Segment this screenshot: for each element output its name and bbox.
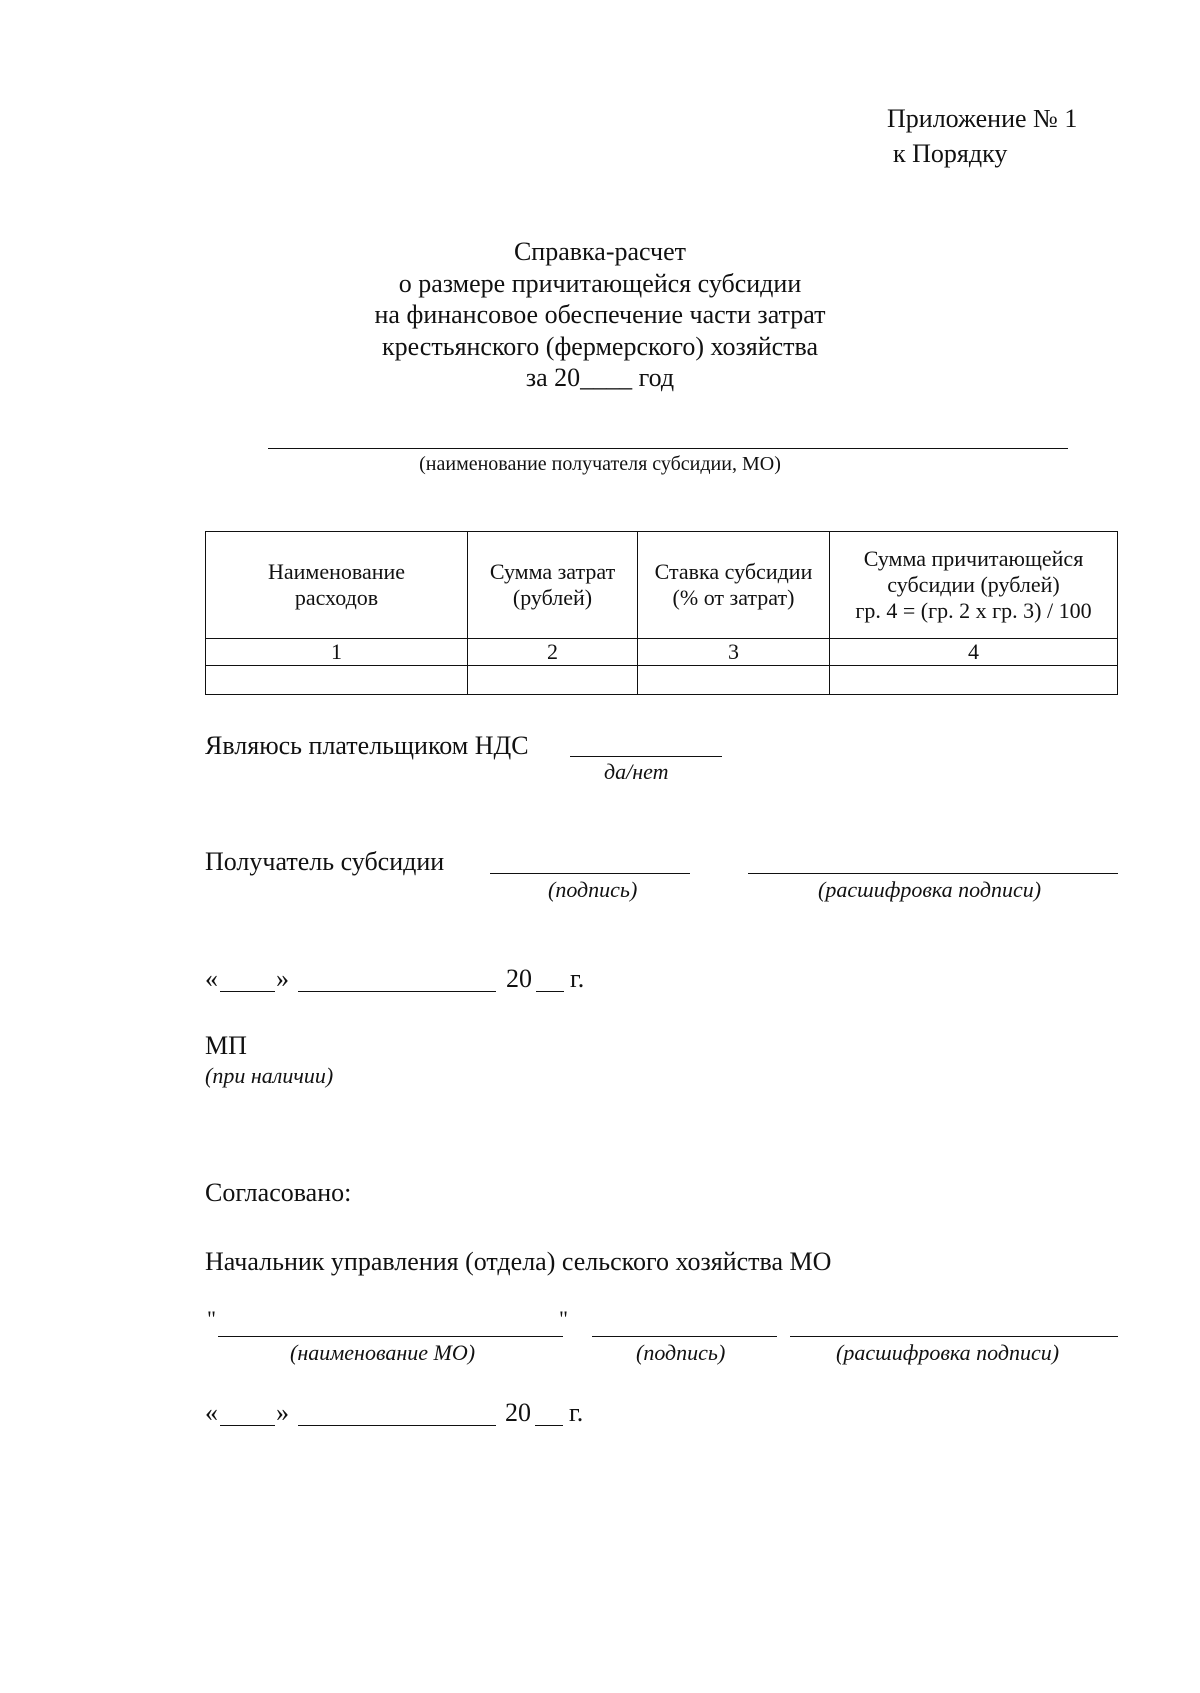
table-cell[interactable] xyxy=(206,666,468,695)
document-title xyxy=(300,236,900,394)
date2-year-suffix: г. xyxy=(569,1398,584,1427)
recipient-name-caption: (наименование получателя субсидии, МО) xyxy=(419,453,781,475)
date-open-quote: « xyxy=(205,964,218,993)
header-subsidy-sum: Сумма причитающейся субсидии (рублей) гр. 4 = (гр. 2 х гр. 3) / 100 xyxy=(830,532,1118,639)
agreed-quote-right: " xyxy=(559,1306,568,1331)
recipient-signature-line[interactable] xyxy=(490,873,690,874)
date-year-suffix: г. xyxy=(570,964,585,993)
vat-label: Являюсь плательщиком НДС xyxy=(205,731,529,760)
agreed-quote-left: " xyxy=(207,1306,216,1331)
date-year-prefix: 20 xyxy=(506,964,532,993)
date2-year-line[interactable] xyxy=(535,1425,563,1426)
date-day-line[interactable] xyxy=(220,991,275,992)
recipient-signature-caption: (подпись) xyxy=(548,877,638,902)
header-expense-name: Наименование расходов xyxy=(206,532,468,639)
table-header-row xyxy=(206,532,1118,639)
header-expense-sum: Сумма затрат (рублей) xyxy=(468,532,638,639)
title-line-3: на финансовое обеспечение части затрат xyxy=(374,300,826,329)
date-month-line[interactable] xyxy=(298,991,496,992)
vat-answer-line[interactable] xyxy=(570,756,722,757)
agreed-signature-line[interactable] xyxy=(592,1336,777,1337)
recipient-name-line[interactable] xyxy=(268,448,1068,449)
date-close-quote: » xyxy=(276,964,289,993)
header-subsidy-rate: Ставка субсидии (% от затрат) xyxy=(638,532,830,639)
date-year-line[interactable] xyxy=(536,991,564,992)
calculation-table xyxy=(205,531,1118,695)
title-line-1: Справка-расчет xyxy=(513,237,687,266)
table-cell[interactable] xyxy=(638,666,830,695)
date2-open-quote: « xyxy=(205,1398,218,1427)
title-line-4: крестьянского (фермерского) хозяйства xyxy=(381,331,819,361)
stamp-note: (при наличии) xyxy=(205,1063,334,1088)
agreed-decoding-caption: (расшифровка подписи) xyxy=(836,1340,1060,1365)
agreed-position: Начальник управления (отдела) сельского хозяйства МО xyxy=(205,1247,832,1276)
column-number: 4 xyxy=(830,639,1118,666)
table-number-row xyxy=(206,639,1118,666)
date2-month-line[interactable] xyxy=(298,1425,496,1426)
recipient-decoding-line[interactable] xyxy=(748,873,1118,874)
agreed-signature-caption: (подпись) xyxy=(636,1340,726,1365)
column-number: 3 xyxy=(638,639,830,666)
title-line-2: о размере причитающейся субсидии xyxy=(398,268,802,298)
recipient-decoding-caption: (расшифровка подписи) xyxy=(818,877,1042,902)
table-cell[interactable] xyxy=(830,666,1118,695)
date2-day-line[interactable] xyxy=(220,1425,275,1426)
column-number: 2 xyxy=(468,639,638,666)
table-cell[interactable] xyxy=(468,666,638,695)
stamp-label: МП xyxy=(205,1031,247,1060)
annex-reference: к Порядку xyxy=(893,139,1008,168)
agreed-decoding-line[interactable] xyxy=(790,1336,1118,1337)
agreed-mo-caption: (наименование МО) xyxy=(290,1340,476,1365)
agreed-mo-line[interactable] xyxy=(218,1336,563,1337)
table-row xyxy=(206,666,1118,695)
title-line-5: за 20____ год xyxy=(525,363,675,392)
recipient-label: Получатель субсидии xyxy=(205,847,445,876)
annex-number: Приложение № 1 xyxy=(887,104,1078,133)
vat-hint: да/нет xyxy=(604,759,669,784)
column-number: 1 xyxy=(206,639,468,666)
agreed-label: Согласовано: xyxy=(205,1178,352,1207)
date2-year-prefix: 20 xyxy=(505,1398,531,1427)
date2-close-quote: » xyxy=(276,1398,289,1427)
